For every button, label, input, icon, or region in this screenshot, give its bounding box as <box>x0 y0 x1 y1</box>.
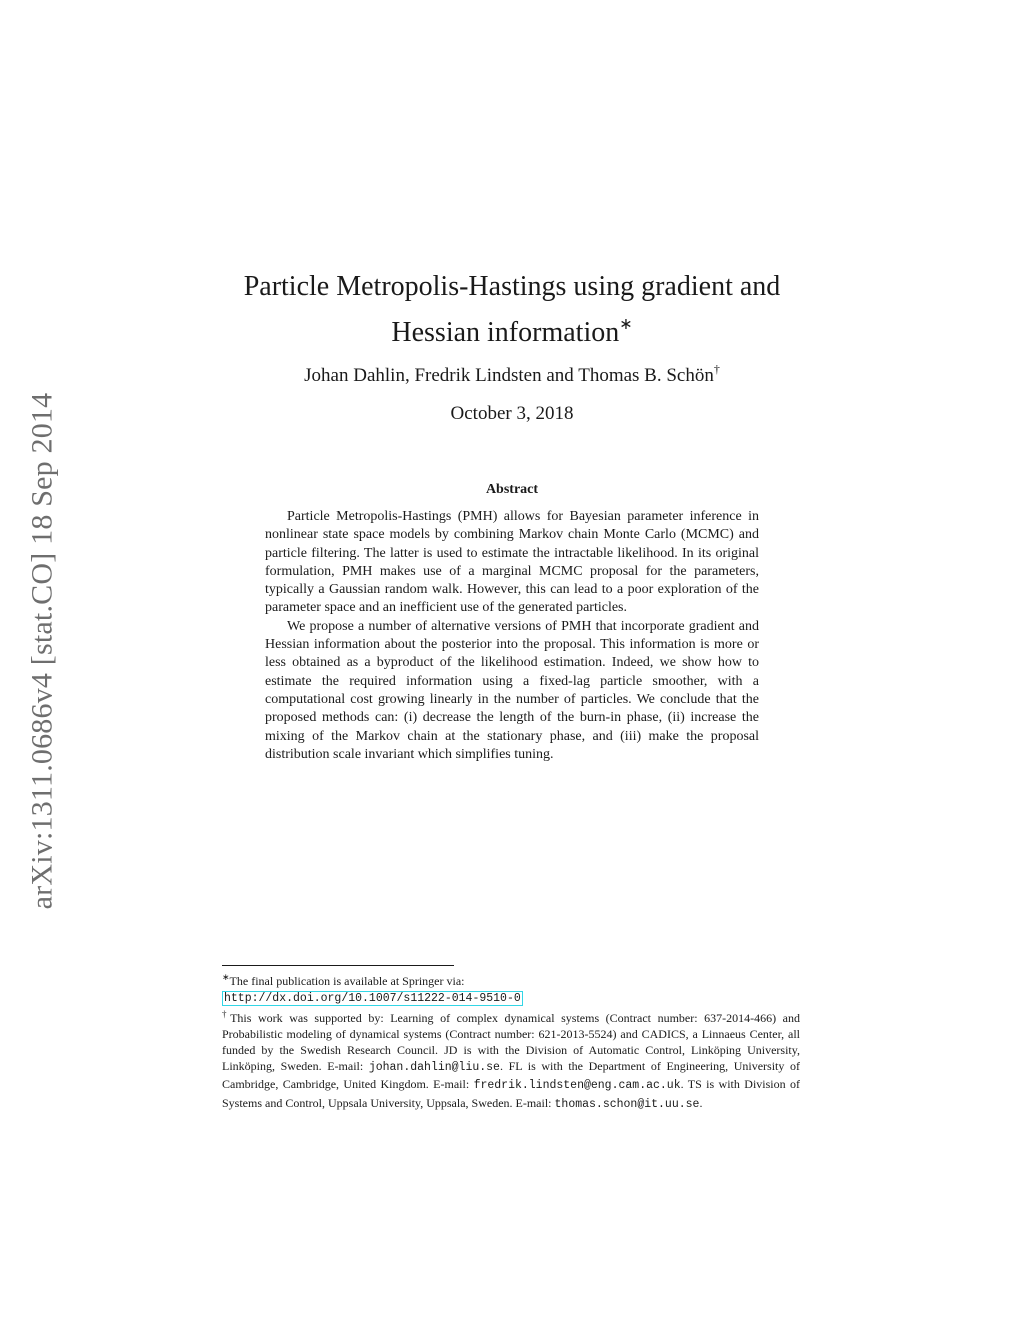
footnote-2-text-1: This work was supported by: Learning of complex dynamical systems (Contract number: 637-2014-466) and Probabilistic modeling of dynamical systems (Contract number: 621-2013-5524) and CADICS, a Linnaeus Center, all funded by the Swedish Research Council. JD is with the Division of Automatic Control, Linköping University, Linköping, Sweden. E-mail: <box>222 1011 801 1074</box>
footnote-1 <box>222 969 800 989</box>
footnotes <box>222 969 800 1113</box>
paper-title <box>200 268 824 352</box>
footnote-2 <box>222 1006 800 1113</box>
title-line-1: Particle Metropolis-Hastings using gradient and <box>243 271 781 302</box>
footnote-1-text: The final publication is available at Springer via: <box>229 974 465 988</box>
abstract-paragraph-1: Particle Metropolis-Hastings (PMH) allows for Bayesian parameter inference in nonlinear state space models by combining Markov chain Monte Carlo (MCMC) and particle filtering. The latter is used to estimate the intractable likelihood. In its original formulation, PMH makes use of a marginal MCMC proposal for the parameters, typically a Gaussian random walk. However, this can lead to a poor exploration of the parameter space and an inefficient use of the generated particles. <box>265 509 759 616</box>
footnote-divider <box>222 965 454 966</box>
title-line-2-text: Hessian information <box>391 317 620 348</box>
email-lindsten: fredrik.lindsten@eng.cam.ac.uk <box>473 1079 681 1093</box>
abstract-body <box>265 508 759 764</box>
abstract-paragraph-2: We propose a number of alternative versions of PMH that incorporate gradient and Hessian information about the posterior into the proposal. This information is more or less obtained as a byproduct of the likelihood estimation. Indeed, we show how to estimate the required information using a fixed-lag particle smoother, with a computational cost growing linearly in the number of particles. We conclude that the proposed methods can: (i) decrease the length of the burn-in phase, (ii) increase the mixing of the Markov chain at the stationary phase, and (iii) make the proposal distribution scale invariant which simplifies tuning. <box>265 618 759 762</box>
paper-date: October 3, 2018 <box>450 403 574 424</box>
footnote-2-text-2: . FL is with the Department of Engineering, University of Cambridge, Cambridge, United Kingdom. E-mail: <box>222 1059 800 1092</box>
author-footnote-mark: † <box>713 362 720 376</box>
footnote-1-mark: ∗ <box>222 972 230 982</box>
title-footnote-mark: ∗ <box>619 316 633 333</box>
abstract-heading: Abstract <box>485 482 539 497</box>
email-schon: thomas.schon@it.uu.se <box>554 1097 700 1111</box>
author-list <box>200 362 824 387</box>
footnote-1-link-line <box>222 989 800 1006</box>
doi-link[interactable]: http://dx.doi.org/10.1007/s11222-014-9510-0 <box>224 992 521 1006</box>
footnote-2-text-3: . TS is with Division of Systems and Control, Uppsala University, Uppsala, Sweden. E-mail: <box>222 1077 800 1110</box>
email-dahlin: johan.dahlin@liu.se <box>368 1061 500 1075</box>
arxiv-identifier: arXiv:1311.0686v4 [stat.CO] 18 Sep 2014 <box>25 392 58 910</box>
footnote-2-mark: † <box>222 1009 231 1020</box>
author-names: Johan Dahlin, Fredrik Lindsten and Thomas B. Schön <box>304 365 714 386</box>
arxiv-sidebar <box>20 355 64 947</box>
footnote-2-text-4: . <box>699 1095 703 1110</box>
title-line-2 <box>200 306 824 352</box>
